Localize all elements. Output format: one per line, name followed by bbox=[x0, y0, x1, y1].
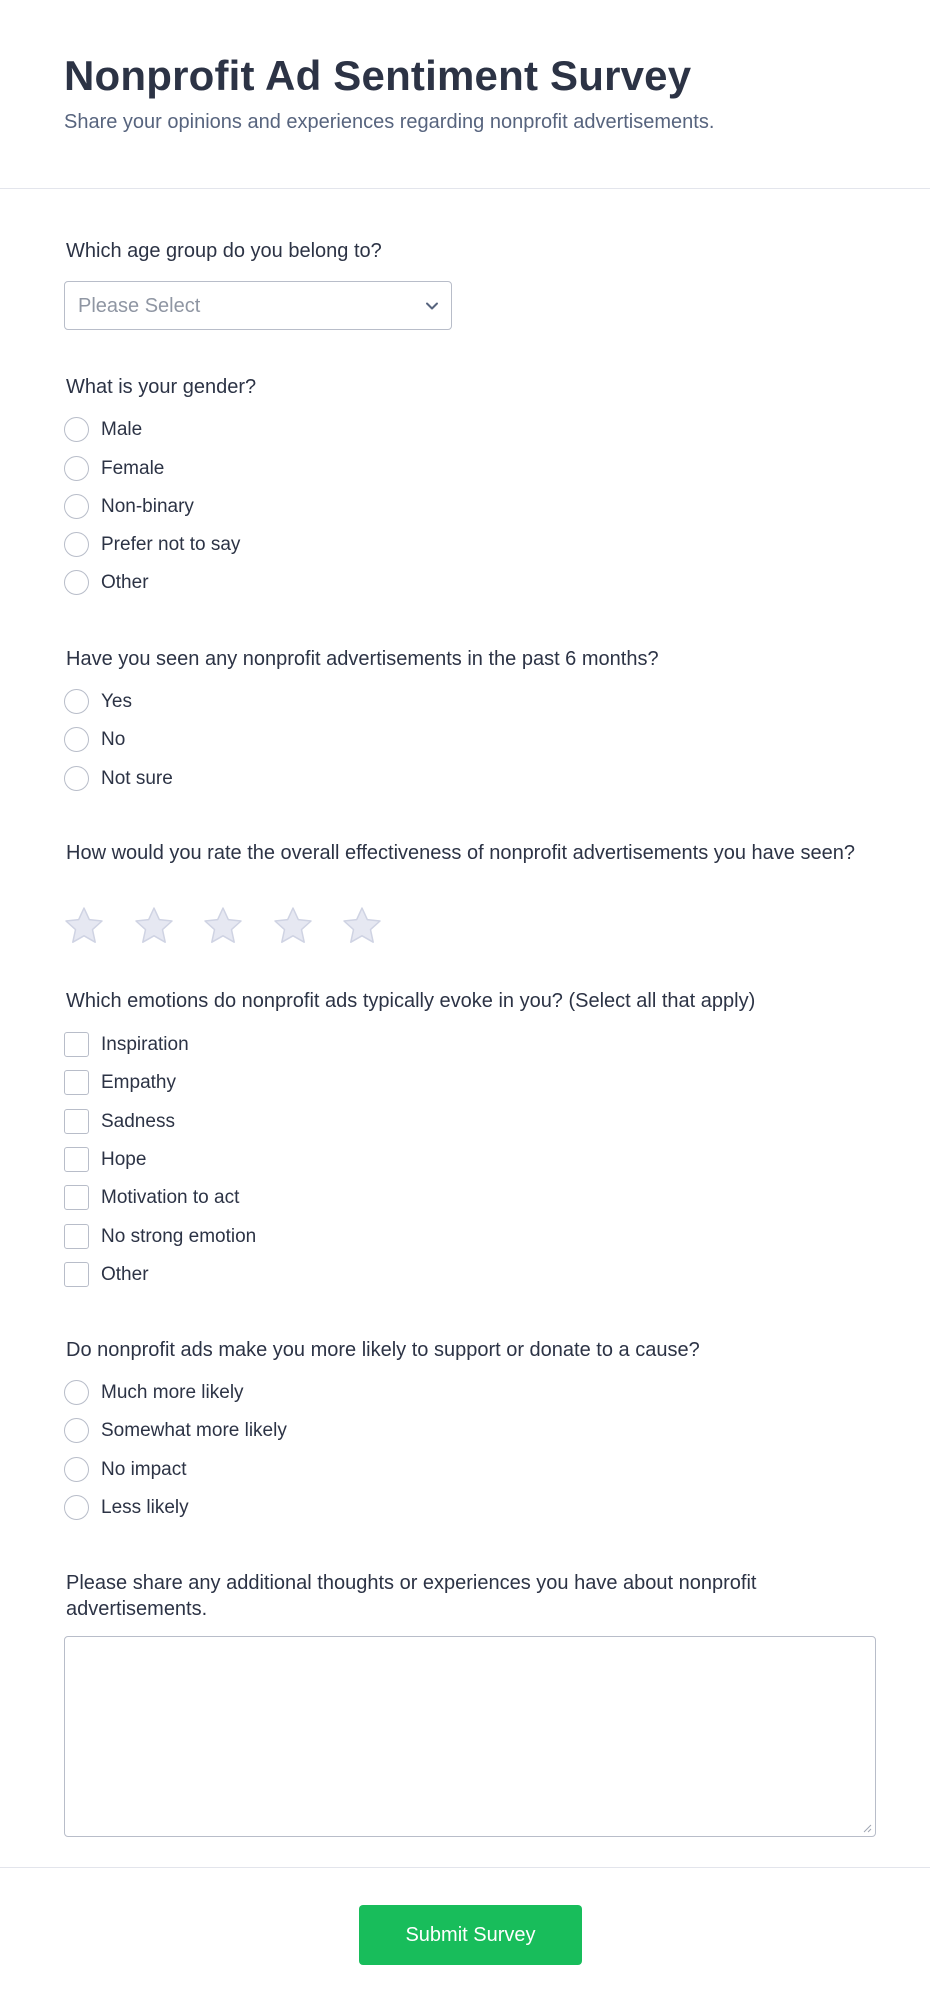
radio-button[interactable] bbox=[64, 766, 89, 791]
option-label: Much more likely bbox=[101, 1382, 244, 1403]
question-gender-label: What is your gender? bbox=[66, 376, 257, 398]
checkbox[interactable] bbox=[64, 1109, 89, 1134]
page-title: Nonprofit Ad Sentiment Survey bbox=[64, 52, 692, 99]
checkbox[interactable] bbox=[64, 1070, 89, 1095]
star-icon[interactable] bbox=[341, 905, 383, 947]
gender-option-other[interactable] bbox=[64, 570, 664, 596]
gender-option-female[interactable] bbox=[64, 456, 664, 482]
option-label: Non-binary bbox=[101, 496, 194, 517]
checkbox[interactable] bbox=[64, 1224, 89, 1249]
option-label: Hope bbox=[101, 1149, 147, 1170]
likely-option-somewhat-more[interactable] bbox=[64, 1418, 664, 1444]
emotion-option-motivation[interactable] bbox=[64, 1185, 664, 1211]
question-emotions-label: Which emotions do nonprofit ads typically evoke in you? (Select all that apply) bbox=[66, 990, 756, 1012]
checkbox[interactable] bbox=[64, 1032, 89, 1057]
gender-option-male[interactable] bbox=[64, 417, 664, 443]
radio-button[interactable] bbox=[64, 1380, 89, 1405]
radio-button[interactable] bbox=[64, 570, 89, 595]
seen-option-not-sure[interactable] bbox=[64, 766, 664, 792]
emotion-option-other[interactable] bbox=[64, 1262, 664, 1288]
resize-handle-icon[interactable] bbox=[862, 1823, 872, 1833]
radio-button[interactable] bbox=[64, 727, 89, 752]
option-label: Sadness bbox=[101, 1111, 175, 1132]
emotion-option-empathy[interactable] bbox=[64, 1070, 664, 1096]
star-icon[interactable] bbox=[133, 905, 175, 947]
option-label: Prefer not to say bbox=[101, 534, 241, 555]
option-label: No bbox=[101, 729, 126, 750]
star-icon[interactable] bbox=[202, 905, 244, 947]
gender-option-prefer-not[interactable] bbox=[64, 532, 664, 558]
emotion-option-sadness[interactable] bbox=[64, 1109, 664, 1135]
option-label: Male bbox=[101, 419, 143, 440]
star-icon[interactable] bbox=[63, 905, 105, 947]
option-label: Yes bbox=[101, 691, 132, 712]
radio-button[interactable] bbox=[64, 417, 89, 442]
radio-button[interactable] bbox=[64, 1418, 89, 1443]
age-group-select[interactable] bbox=[64, 281, 452, 330]
question-age-label: Which age group do you belong to? bbox=[66, 240, 382, 262]
radio-button[interactable] bbox=[64, 1495, 89, 1520]
option-label: Not sure bbox=[101, 768, 173, 789]
option-label: Inspiration bbox=[101, 1034, 189, 1055]
checkbox[interactable] bbox=[64, 1185, 89, 1210]
option-label: Female bbox=[101, 458, 165, 479]
likely-option-much-more[interactable] bbox=[64, 1380, 664, 1406]
option-label: Motivation to act bbox=[101, 1187, 240, 1208]
page-subtitle: Share your opinions and experiences regarding nonprofit advertisements. bbox=[64, 111, 715, 133]
question-likely-label: Do nonprofit ads make you more likely to support or donate to a cause? bbox=[66, 1339, 700, 1361]
emotion-option-no-strong[interactable] bbox=[64, 1224, 664, 1250]
chevron-down-icon bbox=[425, 299, 439, 313]
option-label: No impact bbox=[101, 1459, 187, 1480]
radio-button[interactable] bbox=[64, 494, 89, 519]
checkbox[interactable] bbox=[64, 1262, 89, 1287]
likely-option-no-impact[interactable] bbox=[64, 1457, 664, 1483]
submit-survey-button[interactable]: Submit Survey bbox=[359, 1905, 582, 1965]
question-seen-label: Have you seen any nonprofit advertisements in the past 6 months? bbox=[66, 648, 659, 670]
option-label: Empathy bbox=[101, 1072, 176, 1093]
option-label: Other bbox=[101, 1264, 149, 1285]
question-rating-label: How would you rate the overall effectiveness of nonprofit advertisements you have seen? bbox=[66, 842, 855, 864]
option-label: No strong emotion bbox=[101, 1226, 257, 1247]
radio-button[interactable] bbox=[64, 456, 89, 481]
radio-button[interactable] bbox=[64, 689, 89, 714]
radio-button[interactable] bbox=[64, 1457, 89, 1482]
likely-option-less[interactable] bbox=[64, 1495, 664, 1521]
radio-button[interactable] bbox=[64, 532, 89, 557]
option-label: Somewhat more likely bbox=[101, 1420, 287, 1441]
emotion-option-inspiration[interactable] bbox=[64, 1032, 664, 1058]
form-header bbox=[0, 0, 930, 189]
seen-option-yes[interactable] bbox=[64, 689, 664, 715]
seen-option-no[interactable] bbox=[64, 727, 664, 753]
option-label: Less likely bbox=[101, 1497, 189, 1518]
star-icon[interactable] bbox=[272, 905, 314, 947]
question-thoughts-label: Please share any additional thoughts or experiences you have about nonprofit advertisements. bbox=[66, 1572, 757, 1620]
emotion-option-hope[interactable] bbox=[64, 1147, 664, 1173]
gender-option-non-binary[interactable] bbox=[64, 494, 664, 520]
checkbox[interactable] bbox=[64, 1147, 89, 1172]
option-label: Other bbox=[101, 572, 149, 593]
age-group-placeholder: Please Select bbox=[78, 295, 201, 317]
thoughts-textarea[interactable] bbox=[64, 1636, 876, 1837]
